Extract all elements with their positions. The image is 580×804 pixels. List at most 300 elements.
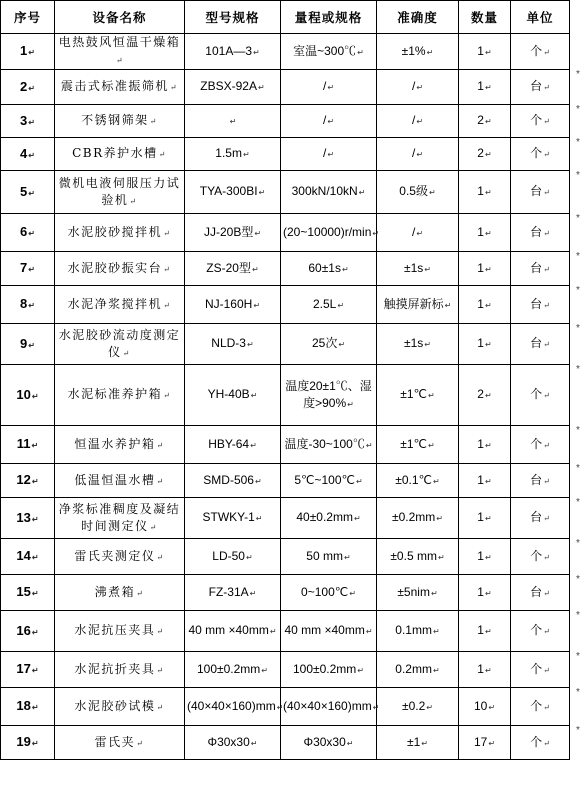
cell-unit xyxy=(511,464,570,498)
cell-no xyxy=(1,652,55,688)
cell-no-text: 1 xyxy=(20,43,28,58)
cell-qty-text: 1 xyxy=(477,296,484,311)
margin-asterisk: * xyxy=(576,497,580,508)
paragraph-mark-icon: ↵ xyxy=(169,83,179,92)
cell-range-text: (20~10000)r/min xyxy=(283,224,372,239)
cell-name xyxy=(55,286,185,324)
cell-qty xyxy=(459,365,511,426)
paragraph-mark-icon: ↵ xyxy=(424,340,431,349)
paragraph-mark-icon: ↵ xyxy=(365,440,373,450)
cell-accuracy-text: / xyxy=(411,224,416,239)
paragraph-mark-icon: ↵ xyxy=(543,83,550,92)
cell-no xyxy=(1,138,55,171)
paragraph-mark-icon: ↵ xyxy=(31,627,39,637)
cell-no xyxy=(1,498,55,539)
cell-accuracy xyxy=(377,575,459,611)
cell-qty-text: 2 xyxy=(477,387,484,401)
paragraph-mark-icon: ↵ xyxy=(28,265,35,274)
cell-range-text: 温度20±1℃、湿度>90% xyxy=(285,378,372,410)
cell-model xyxy=(185,252,281,286)
cell-no-text: 11 xyxy=(16,436,31,451)
paragraph-mark-icon: ↵ xyxy=(543,340,550,349)
cell-name xyxy=(55,498,185,539)
cell-qty xyxy=(459,426,511,464)
cell-range xyxy=(281,688,380,726)
paragraph-mark-icon: ↵ xyxy=(365,627,373,636)
cell-unit xyxy=(511,652,570,688)
cell-name-text: 震击式标准振筛机 xyxy=(60,79,169,93)
cell-qty-text: 1 xyxy=(477,436,484,451)
cell-qty-text: 1 xyxy=(477,336,484,350)
cell-no xyxy=(1,70,55,105)
cell-qty xyxy=(459,575,511,611)
paragraph-mark-icon: ↵ xyxy=(122,348,131,358)
cell-no-text: 10 xyxy=(16,386,31,402)
paragraph-mark-icon: ↵ xyxy=(432,665,440,675)
paragraph-mark-icon: ↵ xyxy=(149,522,158,532)
cell-no xyxy=(1,726,55,760)
table-row xyxy=(1,575,570,611)
paragraph-mark-icon: ↵ xyxy=(115,56,125,65)
paragraph-mark-icon: ↵ xyxy=(255,514,263,523)
cell-no xyxy=(1,365,55,426)
cell-accuracy xyxy=(377,726,459,760)
table-row xyxy=(1,539,570,575)
cell-accuracy xyxy=(377,105,459,138)
cell-model xyxy=(185,464,281,498)
cell-range xyxy=(281,575,377,611)
cell-range xyxy=(281,138,377,171)
cell-qty xyxy=(459,324,511,365)
cell-range xyxy=(281,214,380,252)
cell-accuracy-text: ±1℃ xyxy=(400,387,428,401)
cell-unit xyxy=(511,138,570,171)
paragraph-mark-icon: ↵ xyxy=(543,440,550,450)
paragraph-mark-icon: ↵ xyxy=(416,117,424,126)
cell-accuracy xyxy=(377,365,459,426)
cell-unit xyxy=(511,214,570,252)
paragraph-mark-icon: ↵ xyxy=(136,738,145,748)
cell-no xyxy=(1,575,55,611)
cell-accuracy-text: / xyxy=(411,79,416,93)
cell-unit xyxy=(511,70,570,105)
paragraph-mark-icon: ↵ xyxy=(346,738,354,748)
cell-qty xyxy=(459,214,511,252)
cell-name xyxy=(55,214,185,252)
cell-accuracy xyxy=(377,498,459,539)
cell-unit-text: 台 xyxy=(530,184,543,198)
table-row xyxy=(1,214,570,252)
cell-range xyxy=(281,34,377,70)
paragraph-mark-icon: ↵ xyxy=(430,588,438,598)
cell-name xyxy=(55,539,185,575)
cell-name-text: 电热鼓风恒温干燥箱 xyxy=(58,35,181,49)
cell-range-text: 60±1s xyxy=(308,260,341,275)
cell-qty-text: 1 xyxy=(477,584,484,599)
table-row xyxy=(1,611,570,652)
cell-qty-text: 1 xyxy=(477,224,484,239)
paragraph-mark-icon: ↵ xyxy=(349,588,356,598)
paragraph-mark-icon: ↵ xyxy=(28,48,35,57)
cell-name xyxy=(55,252,185,286)
cell-accuracy-text: ±0.5 mm xyxy=(390,548,437,563)
cell-unit xyxy=(511,324,570,365)
paragraph-mark-icon: ↵ xyxy=(488,702,496,712)
paragraph-mark-icon: ↵ xyxy=(261,665,268,675)
paragraph-mark-icon: ↵ xyxy=(28,117,35,127)
cell-accuracy-text: ±1s xyxy=(404,260,424,275)
paragraph-mark-icon: ↵ xyxy=(242,150,250,159)
cell-accuracy-text: 触摸屏新标 xyxy=(383,296,444,311)
cell-range-text: 温度-30~100℃ xyxy=(284,436,365,451)
margin-asterisk: * xyxy=(576,610,580,621)
table-row xyxy=(1,324,570,365)
cell-range-text: 50 mm xyxy=(306,548,343,563)
paragraph-mark-icon: ↵ xyxy=(28,301,35,310)
paragraph-mark-icon: ↵ xyxy=(250,738,258,748)
cell-model xyxy=(185,70,281,105)
cell-accuracy-text: ±1 xyxy=(407,734,421,749)
cell-model xyxy=(185,324,281,365)
header-model: 型号规格 xyxy=(185,1,281,34)
table-row xyxy=(1,34,570,70)
header-no: 序号 xyxy=(1,1,55,34)
paragraph-mark-icon: ↵ xyxy=(31,589,39,598)
paragraph-mark-icon: ↵ xyxy=(156,440,165,450)
cell-unit-text: 台 xyxy=(530,336,543,350)
paragraph-mark-icon: ↵ xyxy=(484,228,492,238)
margin-asterisk: * xyxy=(576,425,580,436)
cell-name-text: 水泥胶砂搅拌机 xyxy=(67,224,163,239)
paragraph-mark-icon: ↵ xyxy=(258,83,265,92)
paragraph-mark-icon: ↵ xyxy=(129,196,138,206)
paragraph-mark-icon: ↵ xyxy=(253,300,261,310)
paragraph-mark-icon: ↵ xyxy=(258,188,266,197)
cell-no xyxy=(1,105,55,138)
paragraph-mark-icon: ↵ xyxy=(156,476,165,486)
paragraph-mark-icon: ↵ xyxy=(357,665,364,675)
header-qty: 数量 xyxy=(459,1,511,34)
cell-model-text: 1.5m xyxy=(215,146,242,160)
paragraph-mark-icon: ↵ xyxy=(245,552,253,562)
cell-range xyxy=(281,286,377,324)
table-row xyxy=(1,365,570,426)
cell-model-text: SMD-506 xyxy=(203,472,254,487)
cell-no xyxy=(1,34,55,70)
table-row xyxy=(1,464,570,498)
paragraph-mark-icon: ↵ xyxy=(426,702,433,712)
cell-qty xyxy=(459,105,511,138)
paragraph-mark-icon: ↵ xyxy=(31,703,39,712)
cell-qty xyxy=(459,138,511,171)
paragraph-mark-icon: ↵ xyxy=(437,552,445,562)
cell-no xyxy=(1,688,55,726)
cell-no-text: 14 xyxy=(16,548,31,563)
paragraph-mark-icon: ↵ xyxy=(28,150,35,160)
paragraph-mark-icon: ↵ xyxy=(428,440,435,450)
table-body xyxy=(1,34,570,760)
cell-accuracy-text: / xyxy=(411,113,416,127)
paragraph-mark-icon: ↵ xyxy=(249,588,257,598)
cell-no-text: 3 xyxy=(20,112,28,128)
paragraph-mark-icon: ↵ xyxy=(246,340,254,349)
cell-qty xyxy=(459,70,511,105)
cell-name-text: 水泥抗折夹具 xyxy=(74,661,156,676)
cell-name-text: 水泥标准养护箱 xyxy=(67,387,163,401)
cell-range xyxy=(281,498,377,539)
cell-unit xyxy=(511,688,570,726)
cell-unit-text: 个 xyxy=(530,436,543,451)
paragraph-mark-icon: ↵ xyxy=(149,117,158,126)
cell-range xyxy=(281,324,377,365)
cell-unit xyxy=(511,611,570,652)
cell-range-text: (40×40×160)mm xyxy=(283,698,372,713)
paragraph-mark-icon: ↵ xyxy=(424,264,431,274)
cell-accuracy-text: 0.1mm xyxy=(395,623,432,637)
paragraph-mark-icon: ↵ xyxy=(276,702,284,712)
cell-range-text: / xyxy=(322,79,327,93)
paragraph-mark-icon: ↵ xyxy=(484,391,492,400)
margin-asterisk: * xyxy=(576,69,580,80)
cell-model-text: NLD-3 xyxy=(211,336,246,350)
cell-model-text: STWKY-1 xyxy=(202,510,255,524)
cell-model xyxy=(185,426,281,464)
cell-model-text: 100±0.2mm xyxy=(197,661,261,676)
cell-qty-text: 1 xyxy=(477,548,484,563)
cell-range xyxy=(281,70,377,105)
table-row xyxy=(1,688,570,726)
cell-qty xyxy=(459,726,511,760)
cell-no-text: 15 xyxy=(16,584,31,599)
cell-unit-text: 台 xyxy=(530,260,543,275)
cell-qty-text: 1 xyxy=(477,623,484,637)
cell-no xyxy=(1,324,55,365)
paragraph-mark-icon: ↵ xyxy=(327,83,335,92)
paragraph-mark-icon: ↵ xyxy=(31,391,39,401)
cell-accuracy-text: ±5nim xyxy=(397,584,430,599)
cell-accuracy-text: ±0.1℃ xyxy=(395,472,433,487)
margin-asterisk: * xyxy=(576,285,580,296)
cell-model xyxy=(185,726,281,760)
paragraph-mark-icon: ↵ xyxy=(337,300,345,310)
paragraph-mark-icon: ↵ xyxy=(543,627,550,636)
paragraph-mark-icon: ↵ xyxy=(543,514,550,523)
cell-no-text: 16 xyxy=(16,622,31,638)
paragraph-mark-icon: ↵ xyxy=(421,738,428,748)
cell-range xyxy=(281,105,377,138)
cell-no xyxy=(1,426,55,464)
cell-model-text: (40×40×160)mm xyxy=(187,698,276,713)
paragraph-mark-icon: ↵ xyxy=(163,300,172,310)
cell-no xyxy=(1,171,55,214)
paragraph-mark-icon: ↵ xyxy=(426,47,434,57)
cell-name xyxy=(55,324,185,365)
cell-range xyxy=(281,252,377,286)
cell-model xyxy=(185,286,281,324)
margin-asterisk: * xyxy=(576,574,580,585)
cell-range-text: 40±0.2mm xyxy=(296,510,353,524)
paragraph-mark-icon: ↵ xyxy=(136,588,145,598)
cell-no-text: 8 xyxy=(20,296,28,311)
paragraph-mark-icon: ↵ xyxy=(254,228,262,238)
paragraph-mark-icon: ↵ xyxy=(484,117,492,126)
cell-accuracy-text: 0.2mm xyxy=(395,661,432,676)
cell-range-text: Φ30x30 xyxy=(303,734,346,749)
paragraph-mark-icon: ↵ xyxy=(338,340,346,349)
paragraph-mark-icon: ↵ xyxy=(484,150,492,159)
paragraph-mark-icon: ↵ xyxy=(250,391,258,400)
margin-asterisk: * xyxy=(576,538,580,549)
cell-qty-text: 1 xyxy=(477,661,484,676)
cell-qty-text: 1 xyxy=(477,510,484,524)
cell-name xyxy=(55,575,185,611)
cell-model xyxy=(185,575,281,611)
cell-no xyxy=(1,252,55,286)
cell-accuracy xyxy=(377,138,459,171)
table-row xyxy=(1,426,570,464)
paragraph-mark-icon: ↵ xyxy=(444,300,452,310)
cell-name xyxy=(55,611,185,652)
cell-no xyxy=(1,611,55,652)
cell-no xyxy=(1,539,55,575)
margin-asterisk: * xyxy=(576,651,580,662)
paragraph-mark-icon: ↵ xyxy=(543,117,550,126)
cell-model-text: 101A—3 xyxy=(205,43,252,58)
cell-model xyxy=(185,34,281,70)
paragraph-mark-icon: ↵ xyxy=(31,739,39,748)
cell-name xyxy=(55,70,185,105)
cell-accuracy-text: 0.5级 xyxy=(399,184,428,198)
table-row xyxy=(1,105,570,138)
paragraph-mark-icon: ↵ xyxy=(343,552,351,562)
paragraph-mark-icon: ↵ xyxy=(358,188,366,197)
cell-model-text: NJ-160H xyxy=(204,296,253,311)
margin-asterisk: * xyxy=(576,687,580,698)
cell-range-text: 25次 xyxy=(311,336,338,350)
cell-model xyxy=(185,214,281,252)
paragraph-mark-icon: ↵ xyxy=(543,228,550,238)
margin-asterisk: * xyxy=(576,251,580,262)
cell-model xyxy=(185,498,281,539)
paragraph-mark-icon: ↵ xyxy=(543,738,550,748)
cell-name xyxy=(55,34,185,70)
paragraph-mark-icon: ↵ xyxy=(543,264,550,274)
cell-no-text: 5 xyxy=(20,183,28,199)
cell-qty xyxy=(459,498,511,539)
cell-name xyxy=(55,688,185,726)
paragraph-mark-icon: ↵ xyxy=(543,702,550,712)
cell-qty xyxy=(459,252,511,286)
cell-qty-text: 17 xyxy=(473,734,488,749)
cell-name-text: 低温恒温水槽 xyxy=(74,472,156,487)
cell-unit xyxy=(511,726,570,760)
cell-no-text: 19 xyxy=(16,734,31,749)
cell-accuracy xyxy=(377,652,459,688)
paragraph-mark-icon: ↵ xyxy=(28,340,35,350)
cell-accuracy xyxy=(377,171,459,214)
cell-range xyxy=(281,652,377,688)
paragraph-mark-icon: ↵ xyxy=(416,150,424,159)
cell-model-text: JJ-20B型 xyxy=(203,224,254,239)
cell-accuracy xyxy=(377,252,459,286)
cell-unit-text: 个 xyxy=(530,43,543,58)
cell-accuracy xyxy=(377,688,459,726)
header-accuracy: 准确度 xyxy=(377,1,459,34)
cell-name-text: 雷氏夹 xyxy=(94,734,136,749)
cell-unit xyxy=(511,252,570,286)
header-unit: 单位 xyxy=(511,1,570,34)
paragraph-mark-icon: ↵ xyxy=(484,476,492,486)
paragraph-mark-icon: ↵ xyxy=(31,514,39,524)
cell-qty-text: 2 xyxy=(477,113,484,127)
cell-model xyxy=(185,365,281,426)
margin-asterisk: * xyxy=(576,104,580,115)
cell-range-text: 300kN/10kN xyxy=(291,184,358,198)
margin-asterisk: * xyxy=(576,725,580,736)
cell-unit-text: 个 xyxy=(530,146,543,160)
cell-model xyxy=(185,171,281,214)
paragraph-mark-icon: ↵ xyxy=(355,476,363,486)
paragraph-mark-icon: ↵ xyxy=(353,514,361,523)
cell-accuracy xyxy=(377,70,459,105)
cell-accuracy-text: ±1℃ xyxy=(400,436,428,451)
cell-model-text: Φ30x30 xyxy=(207,734,250,749)
paragraph-mark-icon: ↵ xyxy=(543,476,550,486)
paragraph-mark-icon: ↵ xyxy=(543,391,550,400)
cell-model-text: ZBSX-92A xyxy=(200,79,257,93)
paragraph-mark-icon: ↵ xyxy=(31,441,39,450)
paragraph-mark-icon: ↵ xyxy=(28,83,35,93)
paragraph-mark-icon: ↵ xyxy=(347,399,354,409)
cell-no-text: 7 xyxy=(20,260,28,275)
paragraph-mark-icon: ↵ xyxy=(28,188,35,198)
cell-qty-text: 1 xyxy=(477,184,484,198)
cell-accuracy xyxy=(377,539,459,575)
cell-name-text: 净浆标准稠度及凝结时间测定仪 xyxy=(58,501,181,533)
paragraph-mark-icon: ↵ xyxy=(341,264,349,274)
cell-name-text: 微机电液伺服压力试验机 xyxy=(58,175,181,207)
cell-model-text: 40 mm ×40mm xyxy=(188,623,269,637)
margin-asterisk: * xyxy=(576,323,580,334)
cell-qty xyxy=(459,652,511,688)
cell-no-text: 17 xyxy=(16,661,31,676)
paragraph-mark-icon: ↵ xyxy=(543,588,550,598)
cell-model-text: FZ-31A xyxy=(208,584,249,599)
margin-asterisk: * xyxy=(576,170,580,181)
cell-name-text: CBR养护水槽 xyxy=(72,146,158,160)
cell-no-text: 9 xyxy=(20,335,28,351)
cell-qty-text: 10 xyxy=(473,698,488,713)
margin-asterisk: * xyxy=(576,364,580,375)
paragraph-mark-icon: ↵ xyxy=(484,188,492,197)
cell-range xyxy=(281,539,377,575)
margin-asterisk: * xyxy=(576,137,580,148)
paragraph-mark-icon: ↵ xyxy=(543,300,550,310)
cell-name xyxy=(55,105,185,138)
cell-unit-text: 台 xyxy=(530,296,543,311)
cell-accuracy-text: ±0.2mm xyxy=(392,510,436,524)
cell-model xyxy=(185,652,281,688)
margin-asterisk: * xyxy=(576,213,580,224)
paragraph-mark-icon: ↵ xyxy=(416,228,424,238)
paragraph-mark-icon: ↵ xyxy=(158,150,167,159)
paragraph-mark-icon: ↵ xyxy=(484,440,492,450)
cell-range-text: 5℃~100℃ xyxy=(294,472,355,487)
header-name: 设备名称 xyxy=(55,1,185,34)
cell-unit xyxy=(511,105,570,138)
paragraph-mark-icon: ↵ xyxy=(253,47,260,57)
cell-qty xyxy=(459,171,511,214)
